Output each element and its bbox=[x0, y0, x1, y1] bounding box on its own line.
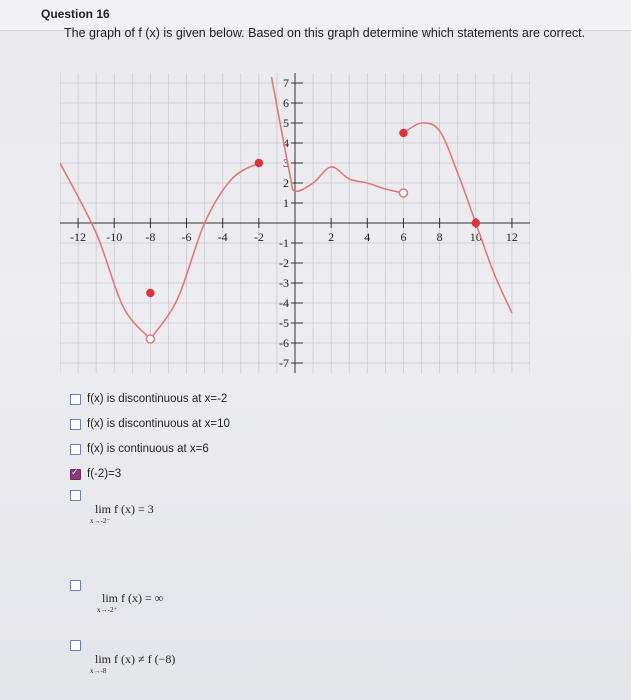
closed-point bbox=[472, 219, 480, 227]
limit-subscript: x→-2⁺ bbox=[97, 606, 118, 614]
open-point bbox=[146, 335, 154, 343]
y-tick-label: -1 bbox=[279, 236, 289, 250]
limit-option-checkbox[interactable] bbox=[70, 490, 81, 501]
closed-point bbox=[146, 289, 154, 297]
limit-option-checkbox[interactable] bbox=[70, 580, 81, 591]
y-tick-label: 2 bbox=[283, 176, 289, 190]
option-discontinuous-minus2[interactable] bbox=[70, 393, 227, 405]
y-tick-label: 1 bbox=[283, 196, 289, 210]
question-prompt: The graph of f (x) is given below. Based on this graph determine which statements are correct. bbox=[64, 26, 586, 40]
option-label: f(x) is continuous at x=6 bbox=[87, 443, 209, 455]
y-tick-label: 7 bbox=[283, 76, 289, 90]
limit-subscript: x→-8 bbox=[90, 667, 107, 675]
x-tick-label: -6 bbox=[181, 230, 192, 244]
option-label: f(-2)=3 bbox=[87, 468, 122, 480]
y-tick-label: 6 bbox=[283, 96, 289, 110]
closed-point bbox=[399, 129, 407, 137]
x-tick-label: 12 bbox=[505, 230, 518, 244]
option-label: f(x) is discontinuous at x=10 bbox=[87, 418, 230, 430]
limit-subscript: x→-2⁻ bbox=[90, 517, 111, 525]
y-tick-label: -6 bbox=[279, 336, 289, 350]
checkbox[interactable] bbox=[70, 394, 81, 405]
option-label: f(x) is discontinuous at x=-2 bbox=[87, 393, 228, 405]
y-tick-label: 5 bbox=[283, 116, 289, 130]
limit-expression: lim f (x) ≠ f (−8) bbox=[95, 652, 176, 666]
limit-expression: lim f (x) = 3 bbox=[95, 502, 154, 516]
x-tick-label: -2 bbox=[253, 230, 264, 244]
y-tick-label: -5 bbox=[279, 316, 289, 330]
x-tick-label: -10 bbox=[106, 230, 123, 244]
option-continuous-6[interactable] bbox=[70, 443, 209, 455]
question-title: Question 16 bbox=[41, 7, 110, 21]
x-tick-label: -8 bbox=[145, 230, 156, 244]
checkbox[interactable] bbox=[70, 444, 81, 455]
function-graph bbox=[60, 73, 530, 373]
option-discontinuous-10[interactable] bbox=[70, 418, 230, 430]
y-tick-label: -2 bbox=[279, 256, 289, 270]
y-tick-label: -7 bbox=[279, 356, 289, 370]
open-point bbox=[399, 189, 407, 197]
y-tick-label: 3 bbox=[283, 156, 289, 170]
x-tick-label: 2 bbox=[328, 230, 335, 244]
y-tick-label: -3 bbox=[279, 276, 289, 290]
limit-expression: lim f (x) = ∞ bbox=[102, 591, 164, 605]
limit-option-right bbox=[97, 589, 164, 614]
y-tick-label: -4 bbox=[279, 296, 289, 310]
checkbox[interactable] bbox=[70, 419, 81, 430]
curve-segment bbox=[60, 163, 150, 339]
x-tick-label: -4 bbox=[217, 230, 228, 244]
limit-option-checkbox[interactable] bbox=[70, 640, 81, 651]
x-tick-label: 6 bbox=[400, 230, 407, 244]
x-tick-label: 4 bbox=[364, 230, 371, 244]
limit-option-minus8 bbox=[90, 650, 176, 675]
x-tick-label: -12 bbox=[70, 230, 87, 244]
closed-point bbox=[255, 159, 263, 167]
checkbox-checked[interactable] bbox=[70, 469, 81, 480]
x-tick-label: 10 bbox=[469, 230, 482, 244]
limit-option-left bbox=[90, 500, 154, 525]
y-tick-label: 4 bbox=[283, 136, 289, 150]
x-tick-label: 8 bbox=[436, 230, 443, 244]
option-f-minus2-equals-3[interactable] bbox=[70, 468, 121, 480]
curve-segment bbox=[272, 77, 404, 193]
